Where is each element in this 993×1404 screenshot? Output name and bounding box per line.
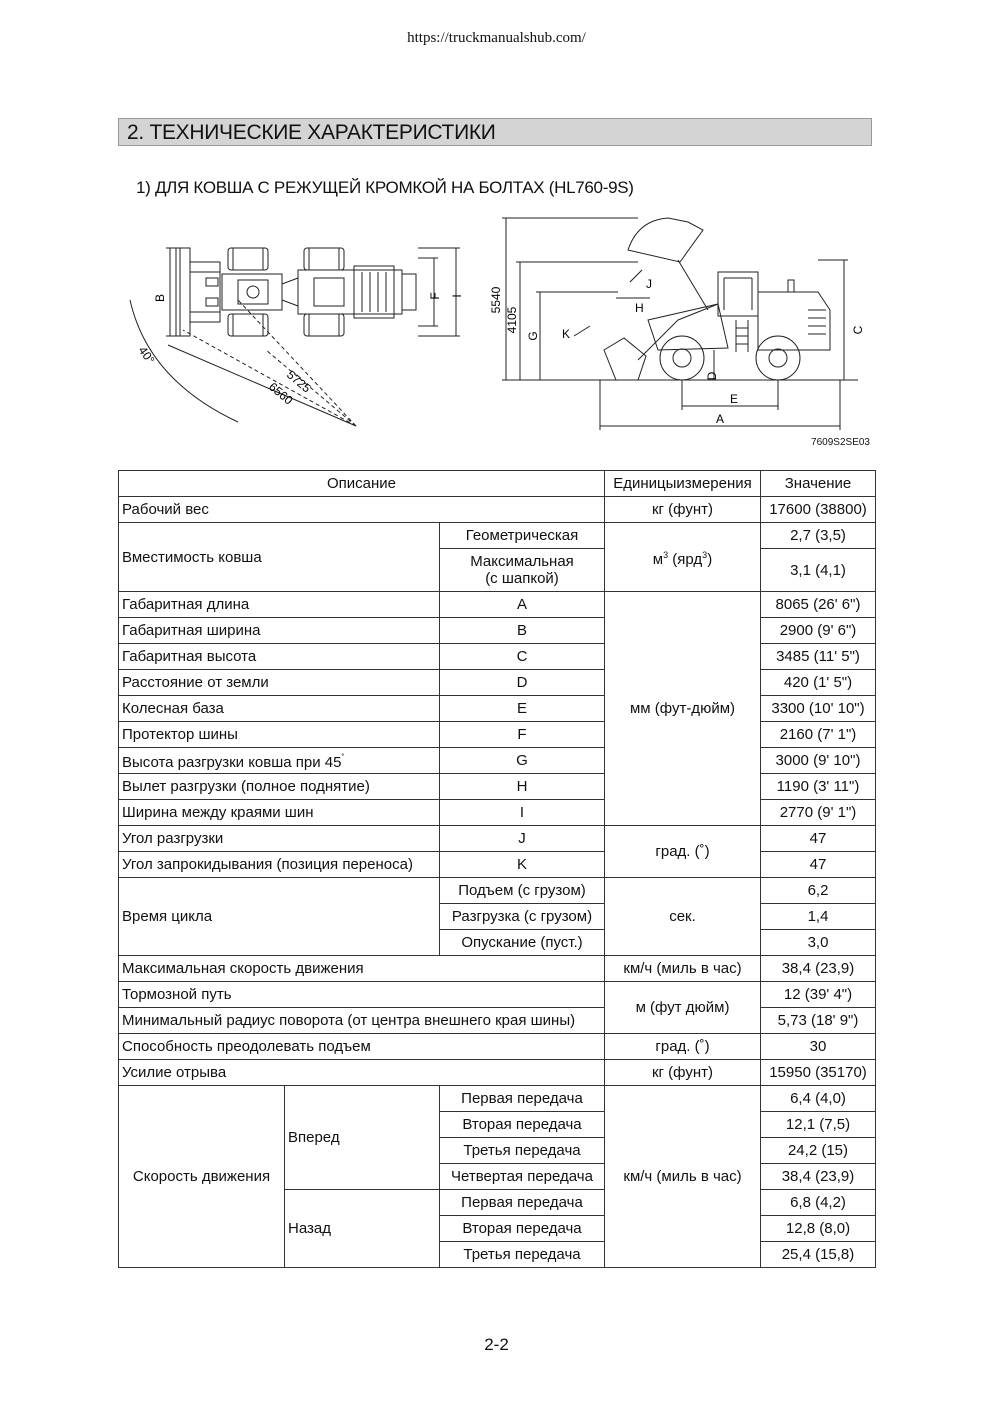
table-row: Колесная база E 3300 (10' 10") — [119, 696, 876, 722]
table-row: Вместимость ковша Геометрическая $м^3$ (ярд$^3$) 2,7 (3,5) — [119, 523, 876, 549]
label-g: G — [526, 331, 540, 341]
table-row: Протектор шины F 2160 (7' 1") — [119, 722, 876, 748]
label-j: J — [646, 277, 652, 291]
table-row: Усилие отрыва кг (фунт) 15950 (35170) — [119, 1060, 876, 1086]
top-view-drawing — [130, 248, 460, 426]
header-description: Описание — [119, 471, 605, 497]
label-angle: 40° — [135, 343, 158, 367]
source-url[interactable]: https://truckmanualshub.com/ — [407, 30, 586, 46]
table-row: Высота разгрузки ковша при 45˚ G 3000 (9' 10") — [119, 748, 876, 774]
model-code: (HL760-9S) — [548, 178, 634, 197]
label-b: B — [153, 293, 167, 303]
table-row: Рабочий вес кг (фунт) 17600 (38800) — [119, 497, 876, 523]
table-row: Вторая передача 12,8 (8,0) — [119, 1216, 876, 1242]
table-row: Скорость движения Вперед Первая передача км/ч (миль в час) 6,4 (4,0) — [119, 1086, 876, 1112]
loader-dimension-drawing — [118, 200, 878, 460]
table-row: Минимальный радиус поворота (от центра внешнего края шины) 5,73 (18' 9") — [119, 1008, 876, 1034]
page-number: 2-2 — [484, 1335, 509, 1354]
figure-code: 7609S2SE03 — [811, 437, 870, 448]
table-row: Угол разгрузки J град. (˚) 47 — [119, 826, 876, 852]
specifications-table — [118, 470, 876, 1268]
table-row: Четвертая передача 38,4 (23,9) — [119, 1164, 876, 1190]
label-k: K — [562, 327, 571, 341]
table-row: Габаритная длина A мм (фут-дюйм) 8065 (26' 6") — [119, 592, 876, 618]
label-f: F — [428, 292, 442, 300]
table-row: Способность преодолевать подъем град. (˚) 30 — [119, 1034, 876, 1060]
table-row: Опускание (пуст.) 3,0 — [119, 930, 876, 956]
table-header-row — [119, 471, 876, 497]
table-row: Третья передача 25,4 (15,8) — [119, 1242, 876, 1268]
label-i: I — [450, 294, 464, 298]
bucket-unit: $м^3$ (ярд$^3$) — [605, 523, 761, 592]
subsection-title — [136, 178, 634, 198]
table-row: Тормозной путь м (фут дюйм) 12 (39' 4") — [119, 982, 876, 1008]
table-row: Время цикла Подъем (с грузом) сек. 6,2 — [119, 878, 876, 904]
table-row: Разгрузка (с грузом) 1,4 — [119, 904, 876, 930]
table-row: Угол запрокидывания (позиция переноса) K 47 — [119, 852, 876, 878]
table-row: Назад Первая передача 6,8 (4,2) — [119, 1190, 876, 1216]
label-h: H — [635, 301, 644, 315]
label-d: D — [705, 371, 719, 381]
table-row: Вылет разгрузки (полное поднятие) H 1190 (3' 11") — [119, 774, 876, 800]
side-view-drawing — [502, 218, 858, 430]
table-row: Расстояние от земли D 420 (1' 5") — [119, 670, 876, 696]
label-radius-inner: 5725 — [284, 367, 314, 396]
table-row: Ширина между краями шин I 2770 (9' 1") — [119, 800, 876, 826]
subsection-main: 1) ДЛЯ КОВША С РЕЖУЩЕЙ КРОМКОЙ НА БОЛТАХ — [136, 178, 545, 197]
table-row: Вторая передача 12,1 (7,5) — [119, 1112, 876, 1138]
table-row: Максимальная (с шапкой) 3,1 (4,1) — [119, 549, 876, 592]
header-units: Единицыизмерения — [605, 471, 761, 497]
table-row: Габаритная высота C 3485 (11' 5") — [119, 644, 876, 670]
label-a: A — [716, 412, 725, 426]
label-c: C — [851, 325, 865, 335]
label-5540: 5540 — [489, 286, 503, 314]
table-row: Третья передача 24,2 (15) — [119, 1138, 876, 1164]
label-e: E — [730, 392, 739, 406]
label-4105: 4105 — [505, 306, 519, 334]
section-title: 2. ТЕХНИЧЕСКИЕ ХАРАКТЕРИСТИКИ — [118, 118, 872, 146]
table-row: Габаритная ширина B 2900 (9' 6") — [119, 618, 876, 644]
header-value: Значение — [761, 471, 876, 497]
dims-unit: мм (фут-дюйм) — [605, 592, 761, 826]
label-radius-outer: 6560 — [266, 379, 296, 408]
table-row: Максимальная скорость движения км/ч (миль в час) 38,4 (23,9) — [119, 956, 876, 982]
